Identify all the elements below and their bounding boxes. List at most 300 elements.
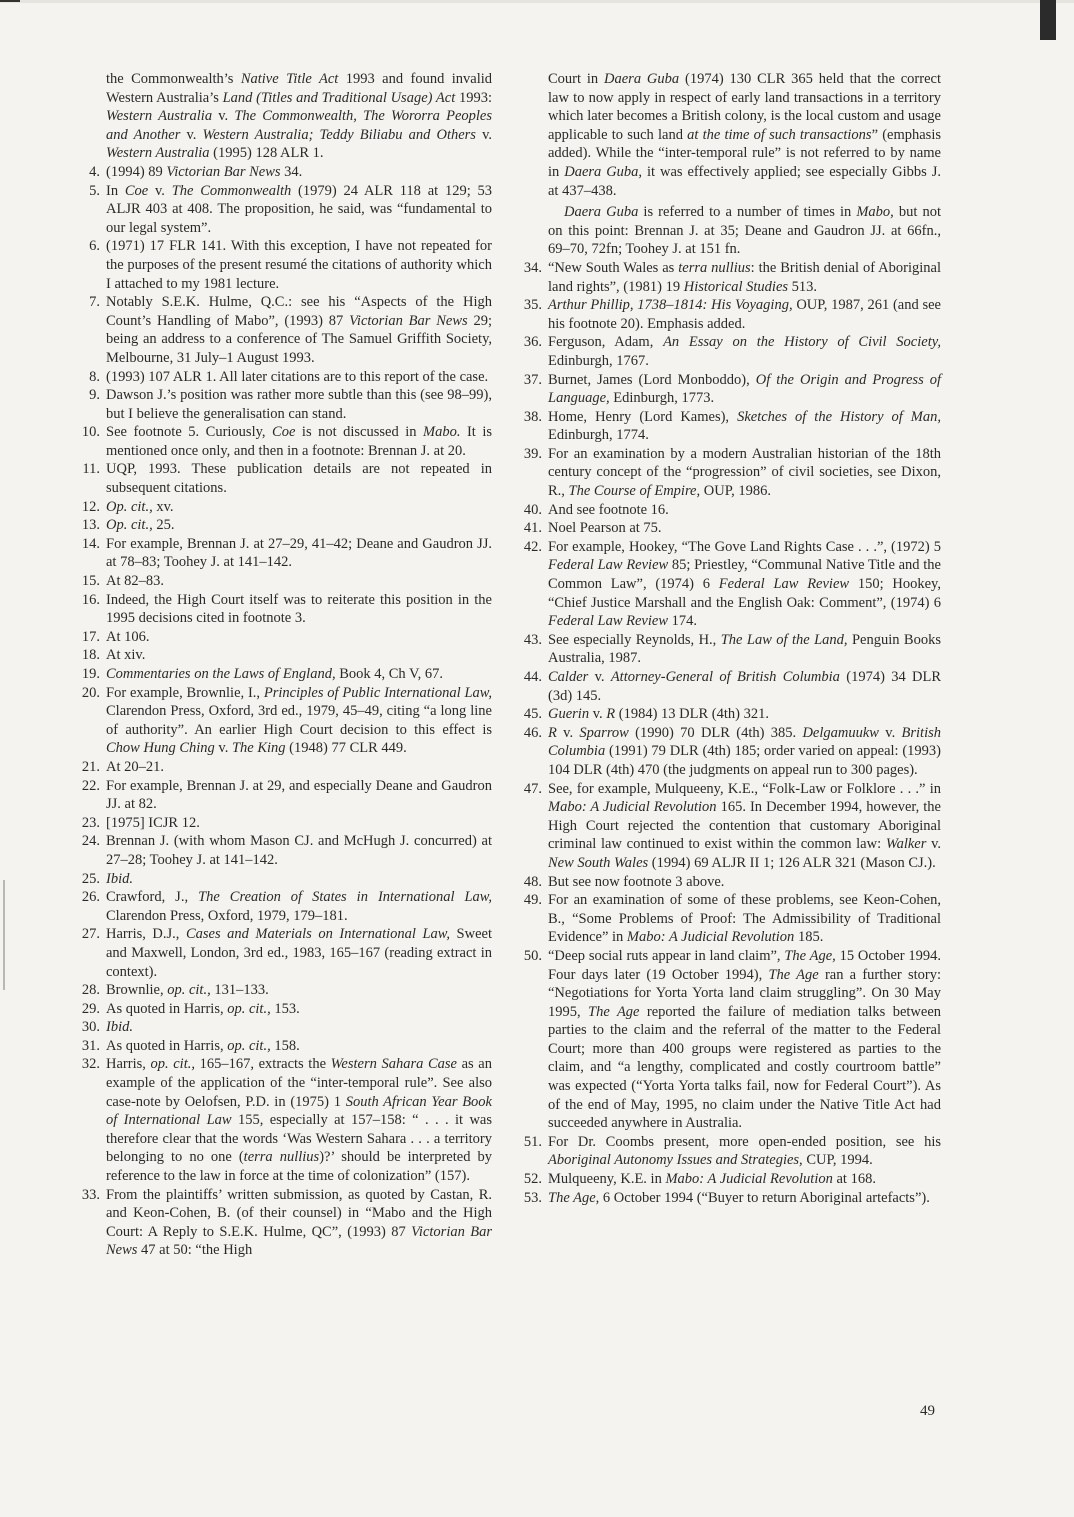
italic-text: Western Australia — [106, 145, 210, 162]
text-run: It is mentioned once only, and then in a footnote: Brennan J. at 20. — [106, 424, 493, 459]
text-run: Sweet and Maxwell, London, 3rd ed., 1983, 165–167 (reading extract in context). — [106, 926, 492, 980]
text-run: is referred to a number of times in — [638, 204, 857, 221]
italic-text: The Age, — [784, 947, 836, 964]
italic-text: Of the Origin and Progress of Language, — [548, 371, 942, 407]
footnote — [520, 445, 941, 501]
footnote-text — [106, 572, 492, 591]
italic-text: Guerin — [548, 706, 590, 723]
footnote-number: 21. — [81, 758, 100, 775]
footnote-text — [548, 538, 941, 631]
text-run: v. — [556, 724, 580, 741]
italic-text: Attorney-General of British Columbia — [610, 669, 840, 685]
footnote — [78, 535, 492, 572]
text-run: Harris, — [106, 1056, 151, 1073]
footnote — [520, 333, 941, 370]
text-run: “New South Wales as — [548, 259, 679, 276]
footnotes-left-column — [78, 70, 492, 1260]
text-run: (1974) 34 DLR (3d) 145. — [548, 669, 941, 704]
text-run: Book 4, Ch V, 67. — [335, 666, 444, 682]
italic-text: The Commonwealth, The Wororra Peoples and Another — [106, 108, 492, 143]
footnote-text — [106, 888, 492, 925]
text-run: v. — [926, 836, 942, 853]
footnote-text — [106, 535, 492, 572]
text-run: 25. — [152, 517, 175, 534]
footnote-number: 48. — [523, 873, 542, 890]
footnote — [520, 1189, 941, 1208]
text-run: Brownlie, — [106, 982, 168, 999]
text-run: 150; Hookey, “Chief Justice Marshall and the English Oak: Comment”, (1974) 6 — [548, 576, 941, 611]
footnote-number: 53. — [523, 1189, 542, 1206]
footnote — [78, 814, 492, 833]
footnote-text — [106, 814, 492, 833]
text-run: v. — [588, 669, 611, 685]
text-run: 513. — [788, 278, 818, 295]
text-run: (1974) 130 CLR 365 held that the correct law to now apply in respect of early land transactions in a territory which later becomes a British colony, is the local custom and usage applicable to such land — [548, 71, 941, 143]
footnote-text — [548, 891, 941, 947]
footnote-text — [548, 705, 941, 724]
text-run: Notably S.E.K. Hulme, Q.C.: see his “Aspects of the High Count’s Handling of Mabo”, (1993) 87 — [106, 294, 492, 329]
italic-text: Arthur Phillip, 1738–1814: His Voyaging, — [548, 297, 793, 314]
text-run: But see now footnote 3 above. — [548, 873, 725, 890]
text-run: 85; Priestley, “Communal Native Title and the Common Law”, (1974) 6 — [548, 557, 941, 593]
footnote-number: 43. — [523, 631, 542, 648]
text-run: v. — [148, 182, 172, 199]
footnote-number: 20. — [81, 684, 100, 701]
italic-text: Victorian Bar News — [349, 312, 468, 329]
italic-text: Coe — [124, 182, 149, 199]
footnotes-right-column — [520, 70, 941, 1207]
footnote — [78, 758, 492, 777]
italic-text: Federal Law Review — [718, 576, 850, 593]
italic-text: at the time of such transactions — [687, 126, 872, 143]
page-number: 49 — [920, 1403, 935, 1419]
footnote — [520, 873, 941, 892]
italic-text: Daera Guba, — [564, 163, 643, 180]
text-run: v. — [212, 108, 235, 125]
text-run: v. — [589, 706, 607, 723]
italic-text: South African Year Book of International Law — [106, 1093, 492, 1129]
footnote-text — [106, 182, 492, 238]
footnote — [520, 259, 941, 296]
text-run: (1948) 77 CLR 449. — [285, 740, 407, 757]
italic-text: Daera Guba — [604, 71, 680, 87]
text-run: Indeed, the High Court itself was to reiterate this position in the 1995 decisions cited in footnote 3. — [106, 591, 492, 627]
footnote-number: 49. — [523, 892, 542, 909]
footnote — [520, 780, 941, 873]
footnote-text — [106, 1055, 492, 1185]
crop-mark-left — [0, 0, 20, 2]
text-run: UQP, 1993. These publication details are not repeated in subsequent citations. — [106, 461, 492, 497]
footnote — [78, 832, 492, 869]
text-run: In — [106, 182, 125, 199]
text-run: 34. — [280, 163, 303, 180]
text-run: it was effectively applied; see especially Gibbs J. at 437–438. — [548, 163, 941, 199]
footnote — [520, 1133, 941, 1170]
text-run: 165. In December 1994, however, the High Court rejected the contention that customary Aboriginal criminal law continued to exist within the common law: — [548, 799, 941, 853]
footnote-text — [106, 386, 492, 423]
footnote-number: 16. — [81, 591, 100, 608]
footnote — [520, 538, 941, 631]
footnote-number: 32. — [81, 1056, 100, 1073]
text-run: but not on this point: Brennan J. at 35; Deane and Gaudron JJ. at 66fn., 69–70, 72fn; Toohey J. at 151 fn. — [548, 204, 941, 258]
text-run: v. — [214, 740, 232, 757]
footnote-number: 7. — [89, 294, 100, 311]
italic-text: Sparrow — [579, 724, 629, 741]
italic-text: New South Wales — [548, 854, 649, 871]
text-run: For example, Brennan J. at 27–29, 41–42; Deane and Gaudron JJ. at 78–83; Toohey J. at 141–142. — [106, 535, 492, 571]
footnote-text — [106, 423, 492, 460]
italic-text: Mabo. — [423, 424, 461, 441]
page-top-edge — [0, 0, 1074, 3]
text-run: 47 at 50: “the High — [137, 1242, 253, 1259]
text-run: (1994) 69 ALJR II 1; 126 ALR 321 (Mason CJ.). — [648, 854, 936, 871]
footnote — [78, 368, 492, 387]
footnote-number: 42. — [523, 538, 542, 555]
footnote-text — [548, 408, 941, 445]
italic-text: Walker — [885, 836, 927, 853]
footnote-text — [106, 832, 492, 869]
footnote-text — [106, 460, 492, 497]
footnote-number: 46. — [523, 724, 542, 741]
footnote-number: 8. — [89, 368, 100, 385]
footnote — [78, 1000, 492, 1019]
text-run: 165–167, extracts the — [194, 1056, 331, 1073]
italic-text: Coe — [272, 424, 296, 441]
text-run: v. — [180, 126, 203, 143]
italic-text: The Age, — [548, 1189, 600, 1206]
italic-text: The Commonwealth — [171, 182, 292, 199]
text-run: 158. — [270, 1037, 300, 1054]
text-run: Harris, D.J., — [106, 926, 186, 943]
footnote-text — [548, 631, 941, 668]
text-run: Crawford, J., — [106, 889, 199, 906]
footnote-number: 45. — [523, 706, 542, 723]
italic-text: Principles of Public International Law, — [263, 684, 492, 701]
text-run: 29; being an address to a conference of The Samuel Griffith Society, Melbourne, 31 July–1 August 1993. — [106, 312, 493, 366]
footnote-text — [548, 333, 941, 370]
footnote — [78, 981, 492, 1000]
text-run: (1991) 79 DLR (4th) 185; order varied on appeal: (1993) 104 DLR (4th) 470 (the judgments on appeal run to 300 pages). — [548, 743, 941, 778]
footnote — [520, 705, 941, 724]
text-run: 1993 and found invalid Western Australia’s — [106, 71, 492, 106]
footnote-number: 51. — [523, 1133, 542, 1150]
footnote-number: 12. — [81, 498, 100, 515]
text-run: At 82–83. — [106, 573, 164, 590]
footnote-number: 41. — [523, 520, 542, 537]
footnote-text — [548, 724, 941, 780]
footnote-text — [106, 665, 492, 684]
italic-text: The Course of Empire, — [568, 483, 701, 500]
footnote-number: 5. — [89, 182, 100, 199]
italic-text: op. cit., — [150, 1056, 195, 1073]
text-run: 1993: — [455, 89, 492, 106]
footnote — [520, 891, 941, 947]
italic-text: Historical Studies — [683, 278, 789, 295]
footnote-text — [106, 591, 492, 628]
italic-text: Native Title Act — [240, 71, 339, 87]
text-run: Mulqueeny, K.E. in — [548, 1171, 666, 1188]
footnote-number: 25. — [81, 870, 100, 887]
footnote — [520, 296, 941, 333]
footnote — [78, 237, 492, 293]
footnote — [78, 1037, 492, 1056]
footnote-number: 30. — [81, 1019, 100, 1036]
italic-text: The Age — [768, 966, 819, 983]
footnote-number: 38. — [523, 408, 542, 425]
italic-text: Western Sahara Case — [330, 1056, 457, 1073]
footnote-number: 24. — [81, 833, 100, 850]
footnote-text — [106, 237, 492, 293]
italic-text: op. cit., — [167, 982, 211, 999]
italic-text: Daera Guba — [564, 204, 639, 221]
italic-text: R — [548, 724, 557, 741]
footnote-number: 19. — [81, 666, 100, 682]
footnote-number: 39. — [523, 445, 542, 462]
footnote — [520, 947, 941, 1133]
text-run: As quoted in Harris, — [106, 1037, 228, 1054]
text-run: For example, Brennan J. at 29, and especially Deane and Gaudron JJ. at 82. — [106, 777, 492, 813]
text-run: See especially Reynolds, H., — [548, 631, 721, 648]
footnote — [520, 371, 941, 408]
text-run: For example, Brownlie, I., — [106, 684, 264, 701]
footnote — [520, 501, 941, 520]
footnote — [520, 631, 941, 668]
footnote — [78, 888, 492, 925]
italic-text: Op. cit., — [106, 498, 153, 515]
text-run: From the plaintiffs’ written submission, as quoted by Castan, R. and Keon-Cohen, B. (of their counsel) in “Mabo and the High Court: A Reply to S.E.K. Hulme, QC”, (1993) 87 — [106, 1186, 492, 1240]
footnote-number: 52. — [523, 1171, 542, 1188]
italic-text: Calder — [548, 669, 589, 685]
text-run: Court in — [548, 71, 605, 87]
footnote-number: 4. — [89, 163, 100, 180]
text-run: (1993) 107 ALR 1. All later citations are to this report of the case. — [106, 368, 489, 385]
footnote — [78, 1186, 492, 1260]
italic-text: The Age — [588, 1003, 640, 1020]
footnote-number: 29. — [81, 1000, 100, 1017]
footnote — [78, 628, 492, 647]
footnote — [78, 591, 492, 628]
italic-text: Mabo: A Judicial Revolution — [665, 1171, 833, 1188]
footnote-number: 44. — [523, 669, 542, 685]
footnote-number: 31. — [81, 1037, 100, 1054]
footnote-number: 9. — [89, 387, 100, 404]
italic-text: op. cit., — [227, 1037, 271, 1054]
text-run: the Commonwealth’s — [106, 71, 241, 87]
text-run: 174. — [668, 613, 698, 630]
footnote — [78, 498, 492, 517]
footnote-text — [548, 259, 941, 296]
footnote — [520, 724, 941, 780]
footnote-text — [106, 293, 492, 367]
footnote — [520, 1170, 941, 1189]
footnote-continuation — [78, 70, 492, 163]
italic-text: op. cit., — [227, 1000, 271, 1017]
binding-edge-mark — [1040, 0, 1056, 40]
footnote-number: 15. — [81, 573, 100, 590]
text-run: OUP, 1987, 261 (and see his footnote 20). Emphasis added. — [548, 297, 941, 332]
footnote-text — [106, 368, 492, 387]
footnote-number: 14. — [81, 535, 100, 552]
footnote-text — [548, 668, 941, 705]
footnote-number: 6. — [89, 238, 100, 255]
text-run: For an examination of some of these problems, see Keon-Cohen, B., “Some Problems of Proof: The Admissibility of Traditional Evidence” in — [548, 892, 941, 946]
footnote — [78, 1018, 492, 1037]
text-run: (1995) 128 ALR 1. — [209, 145, 324, 162]
text-run: v. — [878, 724, 902, 741]
footnote-text — [106, 777, 492, 814]
italic-text: British Columbia — [548, 724, 941, 760]
footnote-text — [548, 445, 941, 501]
italic-text: Aboriginal Autonomy Issues and Strategies, — [548, 1152, 803, 1169]
footnote-number: 34. — [523, 259, 542, 276]
text-run: is not discussed in — [295, 424, 423, 441]
footnote-text — [106, 628, 492, 647]
footnote-number: 17. — [81, 628, 100, 645]
text-run: ” (emphasis added). While the “inter-temporal rule” is not referred to by name in — [548, 126, 941, 180]
text-run: And see footnote 16. — [548, 501, 669, 518]
text-run: See footnote 5. Curiously, — [106, 424, 273, 441]
footnote-number: 22. — [81, 777, 100, 794]
footnote-number: 50. — [523, 947, 542, 964]
italic-text: The King — [231, 740, 286, 757]
footnote-number: 18. — [81, 647, 100, 664]
italic-text: R — [606, 706, 616, 723]
footnote — [520, 668, 941, 705]
text-run: “Deep social ruts appear in land claim”, — [548, 947, 785, 964]
footnote — [78, 460, 492, 497]
footnote-text — [106, 516, 492, 535]
footnote-number: 36. — [523, 334, 542, 351]
footnote-text — [548, 1189, 941, 1208]
text-run: 185. — [794, 929, 824, 946]
text-run: Edinburgh, 1767. — [548, 352, 649, 369]
italic-text: Cases and Materials on International Law, — [185, 926, 451, 943]
italic-text: Commentaries on the Laws of England, — [106, 666, 336, 682]
text-run: 153. — [270, 1000, 300, 1017]
text-run: Penguin Books Australia, 1987. — [548, 631, 941, 667]
footnote — [78, 182, 492, 238]
footnote — [78, 684, 492, 758]
text-run: v. — [475, 126, 493, 143]
footnote-number: 33. — [81, 1186, 100, 1203]
footnote-text — [106, 925, 492, 981]
text-run: (1984) 13 DLR (4th) 321. — [615, 706, 769, 723]
footnote-text — [106, 1000, 492, 1019]
text-run: [1975] ICJR 12. — [106, 814, 200, 831]
text-run: )?’ should be interpreted by reference to the law in force at the time of colonization” (157). — [106, 1149, 492, 1185]
italic-text: Ibid. — [106, 1019, 133, 1036]
text-run: as an example of the application of the “inter-temporal rule”. See also case-note by Oelofsen, P.D. in (1975) 1 — [106, 1056, 492, 1110]
italic-text: Chow Hung Ching — [106, 740, 215, 757]
footnote-number: 11. — [82, 461, 100, 478]
italic-text: Mabo: A Judicial Revolution — [548, 799, 717, 816]
text-run: at 168. — [832, 1171, 876, 1188]
text-run: For Dr. Coombs present, more open-ended position, see his — [548, 1133, 941, 1150]
italic-text: Western Australia; Teddy Biliabu and Others — [202, 126, 476, 143]
footnote — [78, 293, 492, 367]
footnote-text — [548, 1133, 941, 1170]
footnote-text — [106, 758, 492, 777]
footnote-text — [106, 684, 492, 758]
text-run: 6 October 1994 (“Buyer to return Aboriginal artefacts”). — [599, 1189, 930, 1206]
text-run: CUP, 1994. — [802, 1152, 873, 1169]
footnote-text — [106, 498, 492, 517]
footnote — [78, 777, 492, 814]
footnote-text — [106, 1018, 492, 1037]
text-run: 155, especially at 157–158: “ . . . it was therefore clear that the words ‘Was Western Sahara . . . a territory belonging to no one ( — [106, 1112, 492, 1166]
text-run: : the British denial of Aboriginal land rights”, (1981) 19 — [548, 259, 941, 295]
text-run: reported the failure of mediation talks between parties to the claim and the referral of the matter to the Federal Court; more than 400 groups were registered as parties to the claim, and “a lengthy, complicated and costly courtroom battle” was expected (“Yorta Yorta talks fail, now for Federal Court”). As of the end of May, 1995, no claim under the Native Title Act had succeeded anywhere in Australia. — [548, 1003, 942, 1132]
footnote-text — [548, 296, 941, 333]
footnote — [520, 519, 941, 538]
italic-text: Federal Law Review — [548, 613, 669, 630]
footnote-text — [106, 1037, 492, 1056]
text-run: Brennan J. (with whom Mason CJ. and McHugh J. concurred) at 27–28; Toohey J. at 141–142. — [106, 833, 492, 868]
footnote — [78, 646, 492, 665]
text-run: Ferguson, Adam, — [548, 334, 664, 351]
footnote-number: 28. — [81, 982, 100, 999]
text-run: As quoted in Harris, — [106, 1000, 228, 1017]
footnote-text — [106, 981, 492, 1000]
footnote-text — [106, 163, 492, 182]
italic-text: Mabo: A Judicial Revolution — [626, 929, 795, 946]
text-run: 131–133. — [210, 982, 269, 999]
text-run: Edinburgh, 1774. — [548, 427, 649, 444]
footnote-number: 13. — [81, 517, 100, 534]
italic-text: Sketches of the History of Man, — [737, 408, 942, 425]
footnote-number: 40. — [523, 501, 542, 518]
footnote — [78, 870, 492, 889]
italic-text: Mabo, — [856, 204, 894, 221]
italic-text: Op. cit., — [106, 517, 153, 534]
italic-text: The Creation of States in International Law, — [198, 889, 492, 906]
text-run: For example, Hookey, “The Gove Land Rights Case . . .”, (1972) 5 — [548, 538, 941, 555]
footnote-text — [548, 873, 941, 892]
footnote — [520, 408, 941, 445]
italic-text: Delgamuukw — [802, 724, 879, 741]
text-run: (1990) 70 DLR (4th) 385. — [628, 724, 803, 741]
footnote — [78, 925, 492, 981]
footnote — [78, 572, 492, 591]
italic-text: Victorian Bar News — [106, 1223, 492, 1259]
footnote-number: 37. — [523, 371, 542, 388]
text-run: ran a further story: “Negotiations for Yorta Yorta land claim struggling”. On 30 May 1995, — [548, 966, 942, 1020]
footnote — [78, 1055, 492, 1185]
italic-text: terra nullius — [243, 1149, 320, 1166]
footnote — [78, 386, 492, 423]
text-run: At 106. — [106, 628, 150, 645]
italic-text: terra nullius — [678, 259, 751, 276]
footnote — [78, 665, 492, 684]
text-run: Dawson J.’s position was rather more subtle than this (see 98–99), but I believe the generalisation can stand. — [106, 387, 492, 422]
italic-text: Victorian Bar News — [166, 163, 281, 180]
text-run: OUP, 1986. — [700, 483, 772, 500]
footnote-text — [548, 371, 941, 408]
footnote-text — [106, 870, 492, 889]
italic-text: Western Australia — [106, 108, 213, 125]
footnote-text — [548, 1170, 941, 1189]
text-run: 15 October 1994. Four days later (19 October 1994), — [548, 947, 941, 983]
text-run: At xiv. — [106, 647, 146, 664]
text-run: (1994) 89 — [106, 163, 167, 180]
footnote-number: 10. — [81, 424, 100, 441]
footnote-text — [548, 947, 941, 1133]
footnote-number: 26. — [81, 889, 100, 906]
italic-text: Federal Law Review — [548, 557, 669, 574]
footnote-text — [548, 780, 941, 873]
text-run: Edinburgh, 1773. — [609, 390, 715, 407]
footnote-text — [548, 519, 941, 538]
